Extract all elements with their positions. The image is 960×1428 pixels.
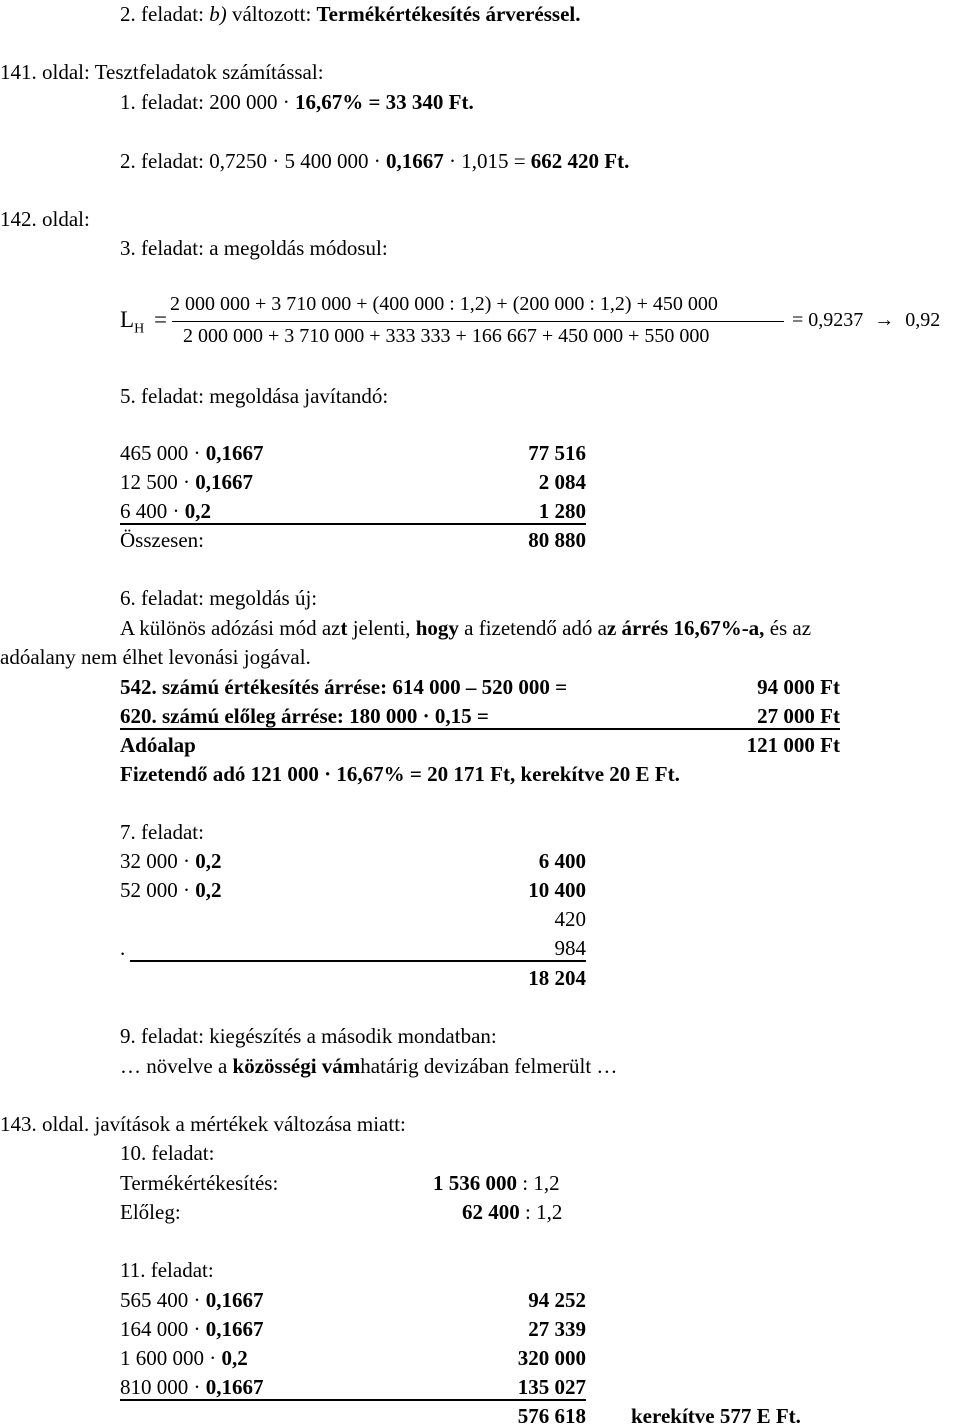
t5-row-2-value: 2 084	[538, 470, 586, 494]
t11-r1-b: 0,1667	[205, 1288, 264, 1312]
p142-task-6: 6. feladat: megoldás új:	[120, 586, 318, 610]
t6-text-f: z árrés 16,67%-a,	[606, 616, 765, 640]
t6-text-d: hogy	[415, 616, 459, 640]
t6-text-line-2: adóalany nem élhet levonási jogával.	[0, 645, 311, 669]
t11-row-4-value: 135 027	[517, 1375, 586, 1399]
t5-r3-a: 6 400 ·	[120, 499, 185, 523]
t9-text-c: határig devizában felmerült …	[360, 1054, 618, 1078]
t6-text-b: t	[340, 616, 348, 640]
formula-eq: =	[153, 307, 167, 332]
t7-r1-b: 0,2	[195, 849, 222, 873]
t10-row-1-value	[433, 1171, 560, 1195]
t6-row-3-label: Adóalap	[120, 733, 196, 757]
t10-r2-bold: 62 400	[462, 1200, 520, 1224]
formula-rounded: 0,92	[905, 309, 941, 331]
page-141-heading: 141. oldal: Tesztfeladatok számítással:	[0, 60, 324, 84]
t11-row-3-label	[120, 1346, 248, 1370]
t6-text-g: és az	[764, 616, 812, 640]
t5-row-3-label	[120, 499, 211, 523]
t6-row-1-label: 542. számú értékesítés árrése: 614 000 – 520 000 =	[120, 675, 568, 699]
t6-text-e: a fizetendő adó a	[458, 616, 607, 640]
t7-total: 18 204	[528, 966, 586, 990]
task-2-prefix: 2. feladat:	[120, 2, 210, 26]
t7-row-4-value: 984	[554, 936, 586, 960]
t11-rounded: kerekítve 577 E Ft.	[631, 1404, 801, 1428]
task-2-italic: b)	[209, 2, 227, 26]
p141-t2-prefix: 2. feladat: 0,7250 · 5 400 000 ·	[120, 149, 386, 173]
t11-r2-a: 164 000 ·	[120, 1317, 206, 1341]
page-143-heading: 143. oldal. javítások a mértékek változása miatt:	[0, 1112, 406, 1136]
t11-row-4-label	[120, 1375, 264, 1399]
t11-r3-a: 1 600 000 ·	[120, 1346, 222, 1370]
formula-result-value: = 0,9237	[792, 309, 864, 331]
t9-text-a: … növelve a	[120, 1054, 233, 1078]
t11-row-2-label	[120, 1317, 264, 1341]
formula-lhs-sub: H	[134, 321, 145, 337]
t7-row-2-label	[120, 878, 222, 902]
t6-row-1-value: 94 000 Ft	[757, 675, 840, 699]
p141-task-2	[120, 149, 629, 173]
t11-total: 576 618	[517, 1404, 586, 1428]
t5-total-value: 80 880	[528, 528, 586, 552]
t5-r2-a: 12 500 ·	[120, 470, 196, 494]
p141-t2-b2: 662 420 Ft.	[530, 149, 630, 173]
formula-denominator: 2 000 000 + 3 710 000 + 333 333 + 166 667 + 450 000 + 550 000	[183, 325, 710, 347]
t5-row-1-value: 77 516	[528, 441, 586, 465]
t11-underline	[120, 1399, 586, 1401]
t6-text-c: jelenti,	[347, 616, 416, 640]
t6-text-a: A különös adózási mód az	[120, 616, 341, 640]
t11-row-3-value: 320 000	[517, 1346, 586, 1370]
formula-lhs-main: L	[120, 307, 135, 332]
task-2-auction-line	[120, 2, 581, 26]
t5-r1-a: 465 000 ·	[120, 441, 206, 465]
t7-row-3-value: 420	[554, 907, 586, 931]
t5-row-1-label	[120, 441, 264, 465]
t5-r2-b: 0,1667	[195, 470, 253, 494]
t5-total-label: Összesen:	[120, 528, 204, 552]
t10-row-1-label: Termékértékesítés:	[120, 1171, 279, 1195]
t7-r2-a: 52 000 ·	[120, 878, 196, 902]
p142-task-9: 9. feladat: kiegészítés a második mondatban:	[120, 1024, 497, 1048]
t10-row-2-label: Előleg:	[120, 1200, 181, 1224]
t11-r4-a: 810 000 ·	[120, 1375, 206, 1399]
formula-lhs	[120, 308, 167, 342]
task-2-bold: Termékértékesítés árveréssel.	[316, 2, 581, 26]
t6-row-2-label: 620. számú előleg árrése: 180 000 · 0,15 =	[120, 704, 489, 728]
t11-row-1-label	[120, 1288, 264, 1312]
t11-row-1-value: 94 252	[528, 1288, 586, 1312]
t10-row-2-value	[462, 1200, 562, 1224]
formula-numerator: 2 000 000 + 3 710 000 + (400 000 : 1,2) + (200 000 : 1,2) + 450 000	[170, 293, 718, 315]
p143-task-10: 10. feladat:	[120, 1141, 215, 1165]
t6-underline	[120, 728, 840, 730]
p141-t1-bold: 16,67% = 33 340 Ft.	[294, 90, 474, 114]
t9-text-b: közösségi vám	[232, 1054, 361, 1078]
t6-text-line-1	[120, 616, 811, 640]
t5-row-3-value: 1 280	[538, 499, 586, 523]
t7-row-1-label	[120, 849, 222, 873]
t6-row-4: Fizetendő adó 121 000 · 16,67% = 20 171 Ft, kerekítve 20 E Ft.	[120, 762, 680, 786]
p142-task-5: 5. feladat: megoldása javítandó:	[120, 384, 389, 408]
t5-row-2-label	[120, 470, 253, 494]
t5-r1-b: 0,1667	[205, 441, 264, 465]
t11-r4-b: 0,1667	[205, 1375, 264, 1399]
p143-task-11: 11. feladat:	[120, 1258, 214, 1282]
formula-fraction-bar	[172, 321, 784, 322]
task-2-mid: változott:	[226, 2, 317, 26]
page-142-heading: 142. oldal:	[0, 207, 90, 231]
t11-r2-b: 0,1667	[205, 1317, 264, 1341]
t6-row-3-value: 121 000 Ft	[746, 733, 840, 757]
t7-underline	[130, 960, 586, 962]
t11-r3-b: 0,2	[221, 1346, 248, 1370]
p141-task-1	[120, 90, 474, 114]
t7-row-4-dot: .	[120, 936, 126, 960]
t5-r3-b: 0,2	[184, 499, 211, 523]
t9-text	[120, 1054, 617, 1078]
formula-result	[792, 308, 940, 332]
t7-row-1-value: 6 400	[538, 849, 586, 873]
t11-row-2-value: 27 339	[528, 1317, 586, 1341]
t7-r2-b: 0,2	[195, 878, 222, 902]
t7-r1-a: 32 000 ·	[120, 849, 196, 873]
p142-task-3: 3. feladat: a megoldás módosul:	[120, 236, 388, 260]
t11-r1-a: 565 400 ·	[120, 1288, 206, 1312]
t10-r1-rest: : 1,2	[517, 1171, 560, 1195]
p141-t2-mid: · 1,015 =	[443, 149, 531, 173]
p142-task-7: 7. feladat:	[120, 820, 204, 844]
t7-row-2-value: 10 400	[528, 878, 586, 902]
t5-underline	[120, 523, 586, 525]
t10-r1-bold: 1 536 000	[433, 1171, 517, 1195]
arrow-icon: →	[874, 309, 895, 331]
p141-t2-b1: 0,1667	[385, 149, 444, 173]
p141-t1-prefix: 1. feladat: 200 000 ·	[120, 90, 295, 114]
t6-row-2-value: 27 000 Ft	[757, 704, 840, 728]
t10-r2-rest: : 1,2	[519, 1200, 563, 1224]
